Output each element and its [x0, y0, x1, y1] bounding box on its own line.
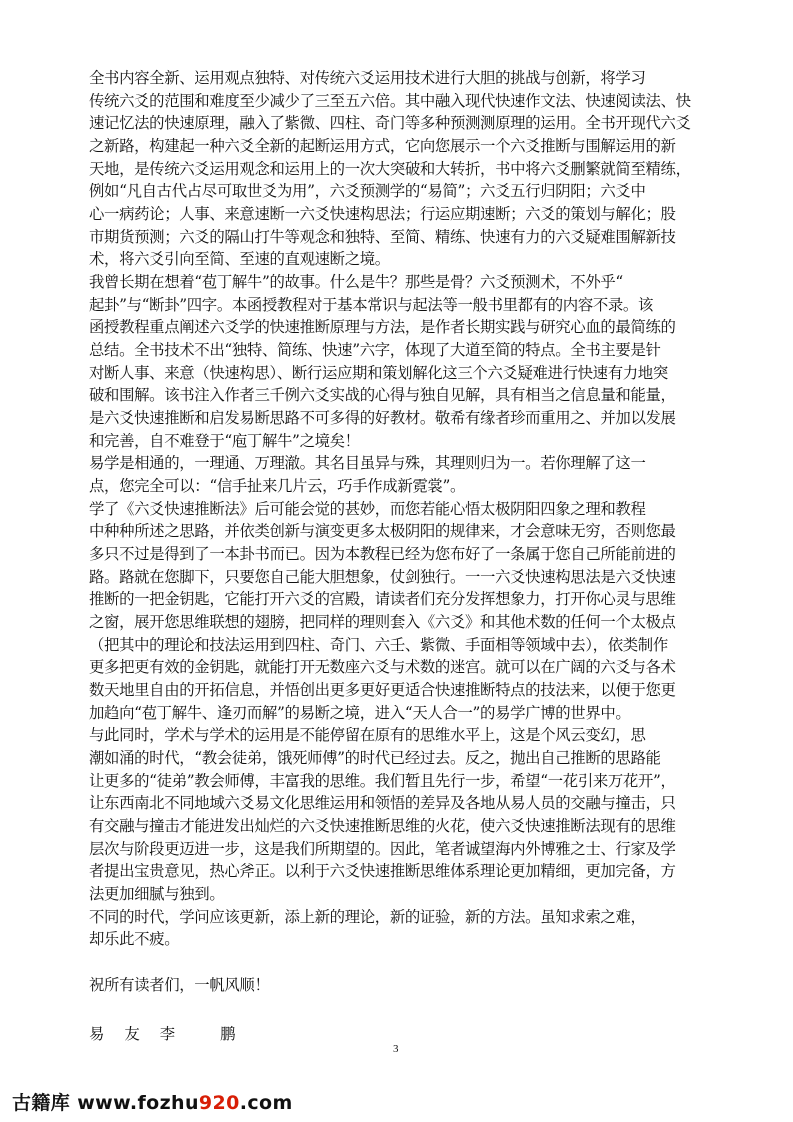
text-line: 潮如涌的时代，“教会徒弟，饿死师傅”的时代已经过去。反之，抛出自己推断的思路能 [89, 749, 661, 767]
text-line: 函授教程重点阐述六爻学的快速推断原理与方法，是作者长期实践与研究心血的最简练的 [89, 318, 676, 336]
text-line: 多只不过是得到了一本卦书而已。因为本教程已经为您布好了一条属于您自己所能前进的 [89, 545, 676, 563]
text-line: （把其中的理论和技法运用到四柱、奇门、六壬、紫微、手面相等领域中去），依类制作 [89, 636, 668, 654]
text-line: 对断人事、来意（快速构思）、断行运应期和策划解化这三个六爻疑难进行快速有力地突 [89, 364, 668, 382]
text-line: 之窗，展开您思维联想的翅膀，把同样的理则套入《六爻》和其他术数的任何一个太极点 [89, 613, 676, 631]
author-signature: 易友李 鹏 [89, 1025, 256, 1043]
text-line: 传统六爻的范围和难度至少减少了三至五六倍。其中融入现代快速作文法、快速阅读法、快 [89, 92, 691, 110]
text-line: 层次与阶段更迈进一步，这是我们所期望的。因此，笔者诚望海内外博雅之士、行家及学 [89, 840, 676, 858]
text-line: 是六爻快速推断和启发易断思路不可多得的好教材。敬希有缘者珍而重用之、并加以发展 [89, 409, 676, 427]
text-line: 心一病药论；人事、来意速断一六爻快速构思法；行运应期速断；六爻的策划与解化；股 [89, 205, 676, 223]
text-line: 点，您完全可以：“信手扯来几片云，巧手作成新霓裳”。 [89, 477, 466, 495]
text-line: 全书内容全新、运用观点独特、对传统六爻运用技术进行大胆的挑战与创新，将学习 [89, 69, 646, 87]
page-number: 3 [393, 1043, 399, 1055]
text-line: 天地，是传统六爻运用观念和运用上的一次大突破和大转折，书中将六爻删繁就简至精练， [89, 160, 691, 178]
text-line: 加趋向“苞丁解牛、逢刃而解”的易断之境，进入“天人合一”的易学广博的世界中。 [89, 704, 631, 722]
text-line: 却乐此不疲。 [89, 930, 180, 948]
text-line: 学了《六爻快速推断法》后可能会觉的甚妙，而您若能心悟太极阴阳四象之理和教程 [89, 500, 646, 518]
text-line: 起卦”与“断卦”四字。本函授教程对于基本常识与起法等一般书里都有的内容不录。该 [89, 296, 654, 314]
closing-line: 祝所有读者们，一帆风顺！ [89, 976, 270, 994]
text-line: 我曾长期在想着“苞丁解牛”的故事。什么是牛？那些是骨？六爻预测术，不外乎“ [89, 273, 623, 291]
text-line: 有交融与撞击才能进发出灿烂的六爻快速推断思维的火花，使六爻快速推断法现有的思维 [89, 817, 676, 835]
text-line: 例如“凡自古代占尽可取世爻为用”，六爻预测学的“易简”；六爻五行归阴阳；六爻中 [89, 182, 646, 200]
text-line: 破和围解。该书注入作者三千例六爻实战的心得与独自见解，具有相当之信息量和能量， [89, 386, 676, 404]
text-line: 推断的一把金钥匙，它能打开六爻的宫殿，请读者们充分发挥想象力，打开你心灵与思维 [89, 590, 676, 608]
text-line: 市期货预测；六爻的隔山打牛等观念和独特、至简、精练、快速有力的六爻疑难围解新技 [89, 228, 676, 246]
watermark-text-start: 古籍库 www.fozhu [12, 1092, 199, 1114]
text-line: 让东西南北不同地域六爻易文化思维运用和领悟的差异及各地从易人员的交融与撞击，只 [89, 794, 676, 812]
text-line: 之新路，构建起一种六爻全新的起断运用方式，它向您展示一个六爻推断与围解运用的新 [89, 137, 676, 155]
site-watermark [12, 1088, 293, 1115]
watermark-text-accent: 920 [198, 1092, 240, 1114]
watermark-text-end: .com [239, 1092, 293, 1114]
text-line: 易学是相通的，一理通、万理澈。其名目虽异与殊，其理则归为一。若你理解了这一 [89, 454, 646, 472]
text-line: 与此同时，学术与学术的运用是不能停留在原有的思维水平上，这是个风云变幻，思 [89, 726, 646, 744]
text-line: 法更加细腻与独到。 [89, 885, 225, 903]
text-line: 数天地里自由的开拓信息，并悟创出更多更好更适合快速推断特点的技法来，以便于您更 [89, 681, 676, 699]
text-line: 术，将六爻引向至简、至速的直观速断之境。 [89, 250, 390, 268]
text-line: 总结。全书技术不出“独特、简练、快速”六字，体现了大道至简的特点。全书主要是针 [89, 341, 661, 359]
text-line: 路。路就在您脚下，只要您自己能大胆想象，仗剑独行。一一六爻快速构思法是六爻快速 [89, 568, 676, 586]
text-line: 不同的时代，学问应该更新，添上新的理论，新的证验，新的方法。虽知求索之难， [89, 908, 646, 926]
text-line: 更多把更有效的金钥匙，就能打开无数座六爻与术数的迷宫。就可以在广阔的六爻与各术 [89, 658, 676, 676]
text-line: 中种种所述之思路，并依类创新与演变更多太极阴阳的规律来，才会意味无穷，否则您最 [89, 522, 676, 540]
text-line: 让更多的“徒弟”教会师傅，丰富我的思维。我们暂且先行一步，希望“一花引来万花开”， [89, 772, 676, 790]
text-line: 者提出宝贵意见，热心斧正。以利于六爻快速推断思维体系理论更加精细，更加完备，方 [89, 862, 676, 880]
text-line: 和完善，自不难登于“庖丁解牛”之境矣！ [89, 432, 360, 450]
text-line: 速记忆法的快速原理，融入了紫微、四柱、奇门等多种预测测原理的运用。全书开现代六爻 [89, 114, 691, 132]
